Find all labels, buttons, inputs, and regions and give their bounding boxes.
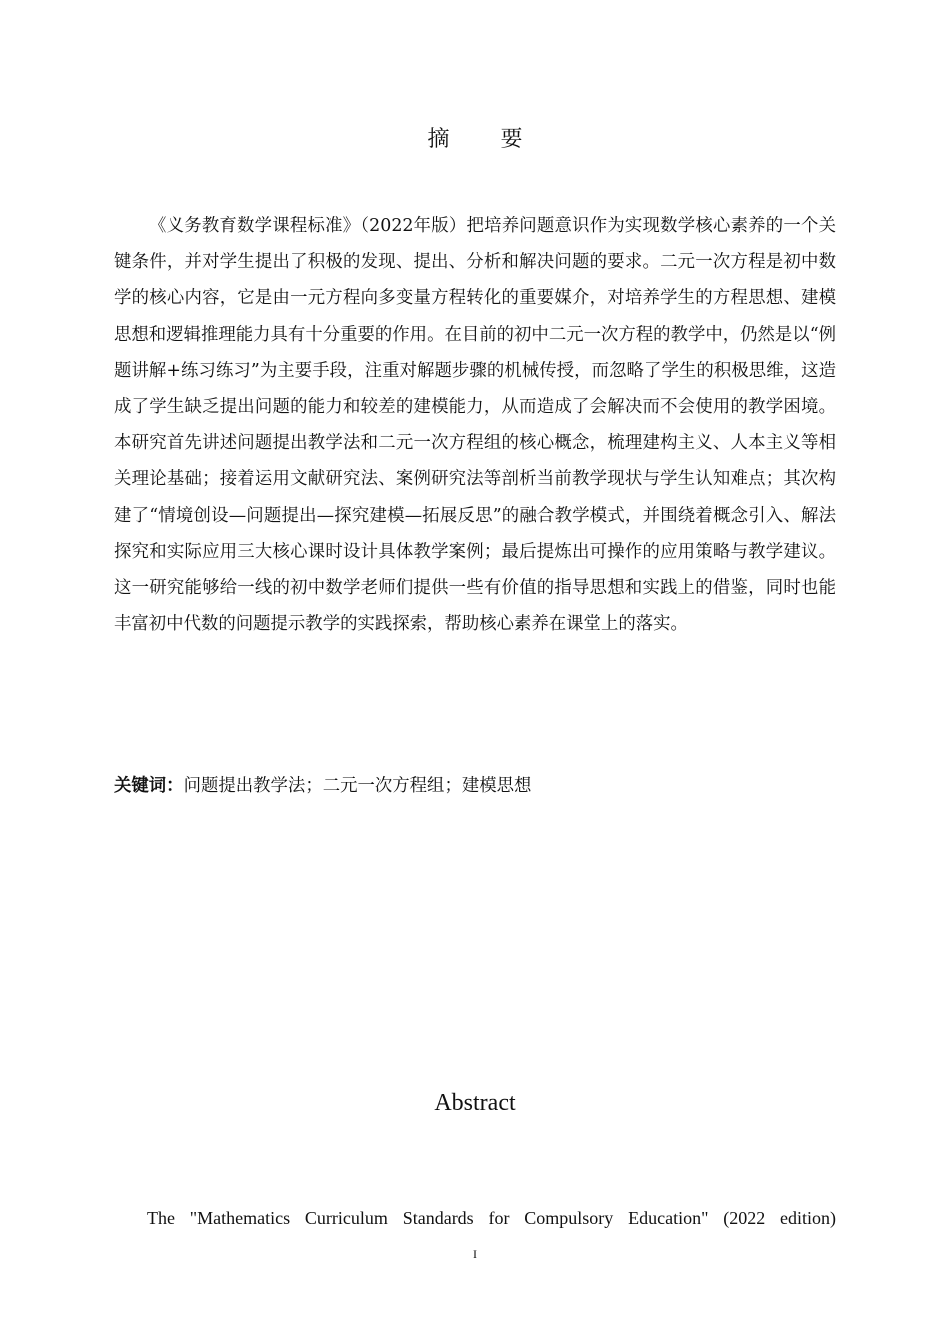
chinese-abstract-title: 摘 要 bbox=[427, 127, 545, 152]
keywords-line bbox=[114, 768, 836, 804]
keywords-label: 关键词： bbox=[114, 776, 184, 796]
chinese-abstract-body: 《义务教育数学课程标准》（2022年版）把培养问题意识作为实现数学核心素养的一个关键条件，并对学生提出了积极的发现、提出、分析和解决问题的要求。二元一次方程是初中数学的核心内容，它是由一元方程向多变量方程转化的重要媒介，对培养学生的方程思想、建模思想和逻辑推理能力具有十分重要的作用。在目前的初中二元一次方程的教学中，仍然是以“例题讲解+练习练习”为主要手段，注重对解题步骤的机械传授，而忽略了学生的积极思维，这造成了学生缺乏提出问题的能力和较差的建模能力，从而造成了会解决而不会使用的教学困境。本研究首先讲述问题提出教学法和二元一次方程组的核心概念，梳理建构主义、人本主义等相关理论基础；接着运用文献研究法、案例研究法等剖析当前教学现状与学生认知难点；其次构建了“情境创设—问题提出—探究建模—拓展反思”的融合教学模式，并围绕着概念引入、解法探究和实际应用三大核心课时设计具体教学案例；最后提炼出可操作的应用策略与教学建议。这一研究能够给一线的初中数学老师们提供一些有价值的指导思想和实践上的借鉴，同时也能丰富初中代数的问题提示教学的实践探索，帮助核心素养在课堂上的落实。 bbox=[114, 216, 836, 635]
english-abstract-title: Abstract bbox=[434, 1090, 516, 1116]
keywords-text: 问题提出教学法；二元一次方程组；建模思想 bbox=[183, 776, 532, 796]
page-number: I bbox=[473, 1247, 477, 1261]
english-abstract-body: The "Mathematics Curriculum Standards for Compulsory Education" (2022 edition) bbox=[147, 1208, 836, 1228]
